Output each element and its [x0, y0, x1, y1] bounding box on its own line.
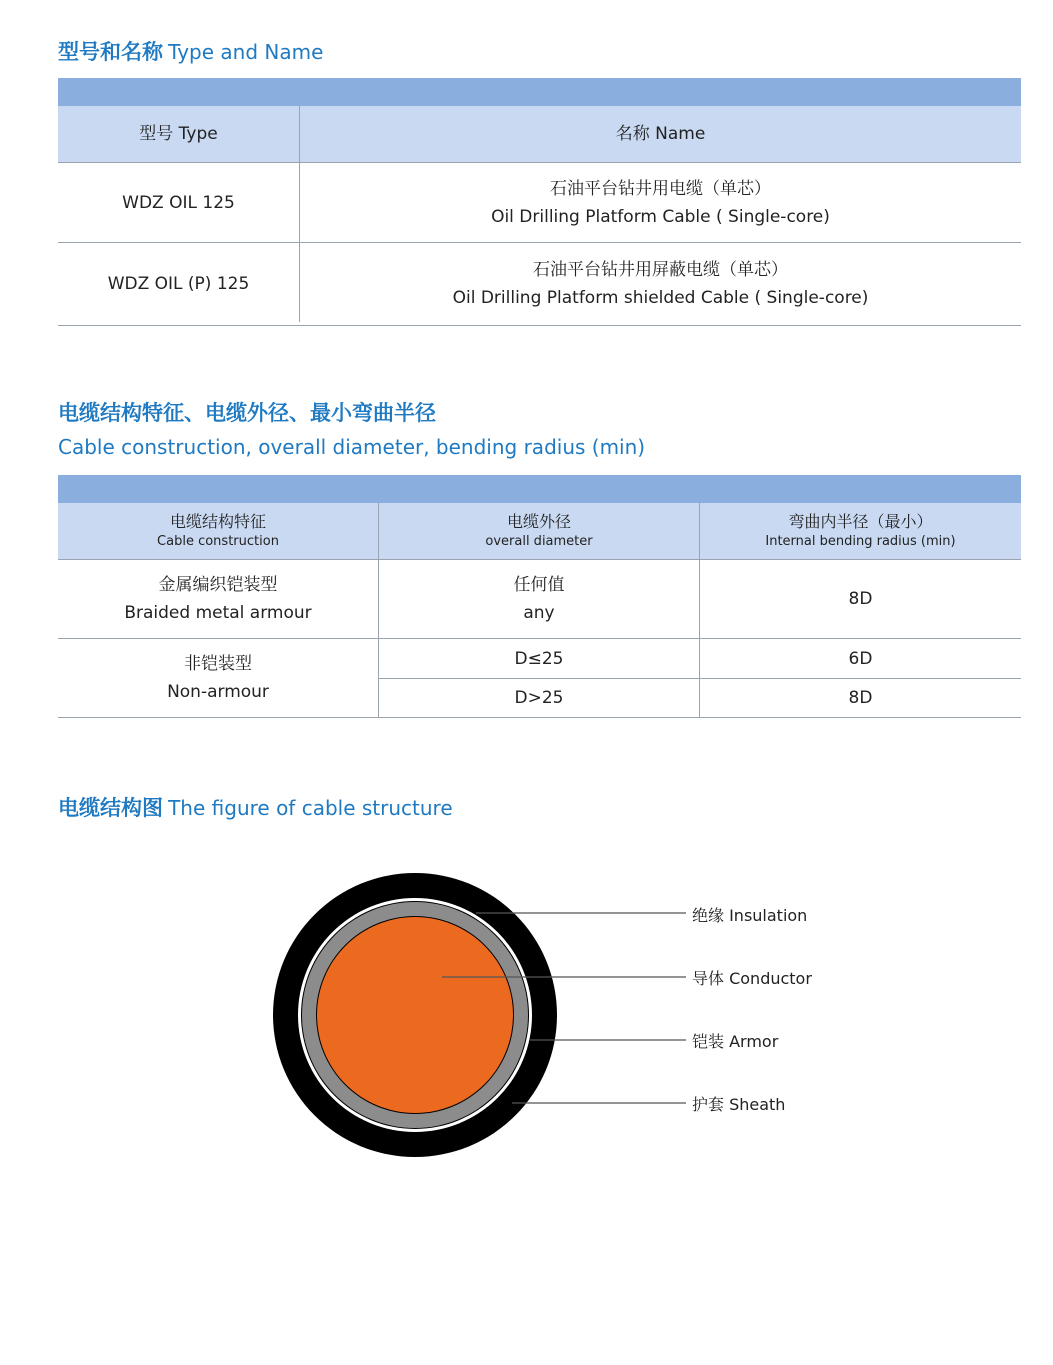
row1-type: WDZ OIL 125 — [122, 192, 235, 213]
row2b-radius: 8D — [848, 688, 873, 708]
row1-name-en: Oil Drilling Platform Cable ( Single-core) — [491, 206, 830, 227]
row2-name-zh: 石油平台钻井用屏蔽电缆（单芯） — [533, 260, 788, 280]
section2-title-en: Cable construction, overall diameter, bending radius (min) — [58, 435, 646, 459]
section2-title-zh: 电缆结构特征、电缆外径、最小弯曲半径 — [58, 401, 436, 425]
row1-diameter-en: any — [523, 603, 555, 623]
row1-diameter-zh: 任何值 — [513, 575, 565, 595]
header-construction-zh: 电缆结构特征 — [169, 512, 266, 531]
label-conductor: 导体 Conductor — [692, 969, 812, 988]
header-name: 名称 Name — [615, 124, 706, 144]
header-diameter-zh: 电缆外径 — [506, 512, 571, 531]
section3-title-zh: 电缆结构图 — [58, 796, 163, 820]
section1-title-en: Type and Name — [168, 40, 324, 64]
header-radius-zh: 弯曲内半径（最小） — [788, 512, 933, 531]
section3-title-en: The figure of cable structure — [168, 796, 453, 820]
header-type: 型号 Type — [139, 124, 218, 144]
row1-construction-zh: 金属编织铠装型 — [158, 575, 278, 595]
row1-name-zh: 石油平台钻井用电缆（单芯） — [550, 178, 771, 199]
label-insulation: 绝缘 Insulation — [692, 906, 808, 925]
row2-type: WDZ OIL (P) 125 — [107, 274, 250, 294]
header-radius-en: Internal bending radius (min) — [765, 534, 956, 549]
label-armor: 铠装 Armor — [692, 1032, 779, 1051]
conductor-core — [317, 917, 513, 1113]
row2-construction-en: Non-armour — [167, 682, 269, 702]
row2a-radius: 6D — [848, 648, 873, 669]
section1-title-zh: 型号和名称 — [58, 40, 163, 64]
header-diameter-en: overall diameter — [485, 534, 593, 549]
label-sheath: 护套 Sheath — [692, 1095, 786, 1114]
row2b-diameter: D>25 — [514, 688, 564, 708]
row2-construction-zh: 非铠装型 — [184, 654, 252, 674]
row1-radius: 8D — [848, 589, 873, 609]
header-construction-en: Cable construction — [157, 534, 279, 549]
row2a-diameter: D≤25 — [514, 648, 564, 669]
row1-construction-en: Braided metal armour — [124, 603, 312, 623]
row2-name-en: Oil Drilling Platform shielded Cable ( Single-core) — [452, 288, 869, 308]
